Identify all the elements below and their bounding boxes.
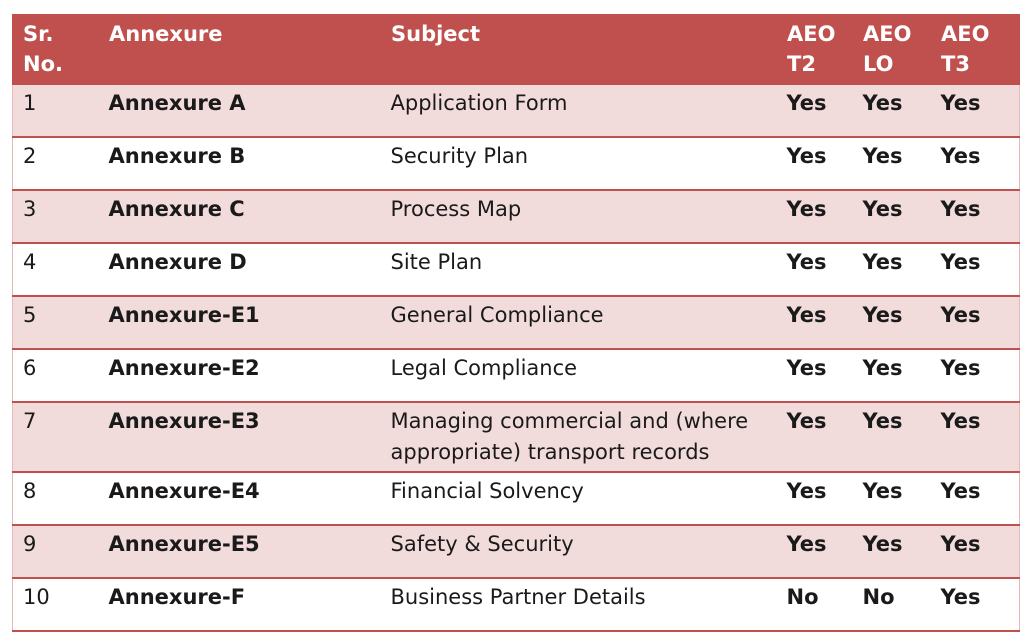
cell-aeo-t2: Yes xyxy=(777,525,853,578)
cell-annexure: Annexure-F xyxy=(99,578,381,631)
header-aeo-t2: AEO T2 xyxy=(777,15,853,85)
header-aeo-t3: AEO T3 xyxy=(931,15,1020,85)
cell-sr-no: 2 xyxy=(13,137,99,190)
cell-aeo-lo: Yes xyxy=(853,190,931,243)
table-row xyxy=(13,84,1020,137)
cell-aeo-t2: Yes xyxy=(777,137,853,190)
cell-aeo-t3: Yes xyxy=(931,190,1020,243)
cell-aeo-t2: Yes xyxy=(777,243,853,296)
cell-aeo-t3: Yes xyxy=(931,578,1020,631)
cell-aeo-t3: Yes xyxy=(931,349,1020,402)
cell-aeo-lo: Yes xyxy=(853,402,931,472)
cell-subject: Process Map xyxy=(381,190,777,243)
cell-aeo-t3: Yes xyxy=(931,525,1020,578)
cell-sr-no: 7 xyxy=(13,402,99,472)
cell-aeo-lo: Yes xyxy=(853,84,931,137)
table-row xyxy=(13,190,1020,243)
cell-aeo-lo: Yes xyxy=(853,296,931,349)
cell-sr-no: 3 xyxy=(13,190,99,243)
cell-aeo-t3: Yes xyxy=(931,243,1020,296)
cell-aeo-t2: Yes xyxy=(777,190,853,243)
cell-aeo-t2: Yes xyxy=(777,349,853,402)
cell-aeo-t2: Yes xyxy=(777,472,853,525)
cell-aeo-lo: Yes xyxy=(853,525,931,578)
header-subject: Subject xyxy=(381,15,777,85)
cell-subject: Application Form xyxy=(381,84,777,137)
cell-aeo-t3: Yes xyxy=(931,296,1020,349)
cell-annexure: Annexure-E4 xyxy=(99,472,381,525)
cell-subject: Safety & Security xyxy=(381,525,777,578)
cell-sr-no: 1 xyxy=(13,84,99,137)
cell-sr-no: 8 xyxy=(13,472,99,525)
cell-sr-no: 4 xyxy=(13,243,99,296)
annexure-table xyxy=(12,14,1020,632)
cell-aeo-t2: Yes xyxy=(777,296,853,349)
cell-annexure: Annexure-E1 xyxy=(99,296,381,349)
cell-sr-no: 5 xyxy=(13,296,99,349)
cell-annexure: Annexure-E2 xyxy=(99,349,381,402)
cell-aeo-t3: Yes xyxy=(931,84,1020,137)
cell-annexure: Annexure B xyxy=(99,137,381,190)
table-row xyxy=(13,137,1020,190)
annexure-table-container xyxy=(12,14,1019,632)
cell-aeo-t3: Yes xyxy=(931,402,1020,472)
cell-subject: General Compliance xyxy=(381,296,777,349)
cell-aeo-lo: Yes xyxy=(853,472,931,525)
cell-annexure: Annexure-E5 xyxy=(99,525,381,578)
cell-aeo-t2: No xyxy=(777,578,853,631)
header-sr-no: Sr. No. xyxy=(13,15,99,85)
cell-aeo-lo: Yes xyxy=(853,243,931,296)
table-row xyxy=(13,578,1020,631)
cell-aeo-t2: Yes xyxy=(777,84,853,137)
cell-aeo-lo: Yes xyxy=(853,137,931,190)
cell-aeo-t3: Yes xyxy=(931,137,1020,190)
cell-subject: Security Plan xyxy=(381,137,777,190)
cell-aeo-t3: Yes xyxy=(931,472,1020,525)
cell-subject: Business Partner Details xyxy=(381,578,777,631)
table-body xyxy=(13,84,1020,631)
cell-subject: Site Plan xyxy=(381,243,777,296)
cell-sr-no: 9 xyxy=(13,525,99,578)
cell-annexure: Annexure A xyxy=(99,84,381,137)
table-row xyxy=(13,296,1020,349)
cell-sr-no: 10 xyxy=(13,578,99,631)
header-annexure: Annexure xyxy=(99,15,381,85)
cell-annexure: Annexure D xyxy=(99,243,381,296)
table-row xyxy=(13,349,1020,402)
cell-annexure: Annexure-E3 xyxy=(99,402,381,472)
header-aeo-lo: AEO LO xyxy=(853,15,931,85)
table-row xyxy=(13,525,1020,578)
cell-aeo-lo: Yes xyxy=(853,349,931,402)
table-row xyxy=(13,402,1020,472)
table-row xyxy=(13,243,1020,296)
cell-annexure: Annexure C xyxy=(99,190,381,243)
cell-subject: Financial Solvency xyxy=(381,472,777,525)
cell-subject: Managing commercial and (where appropriate) transport records xyxy=(381,402,777,472)
cell-sr-no: 6 xyxy=(13,349,99,402)
cell-aeo-lo: No xyxy=(853,578,931,631)
cell-subject: Legal Compliance xyxy=(381,349,777,402)
cell-aeo-t2: Yes xyxy=(777,402,853,472)
header-row xyxy=(13,15,1020,85)
table-row xyxy=(13,472,1020,525)
table-header xyxy=(13,15,1020,85)
